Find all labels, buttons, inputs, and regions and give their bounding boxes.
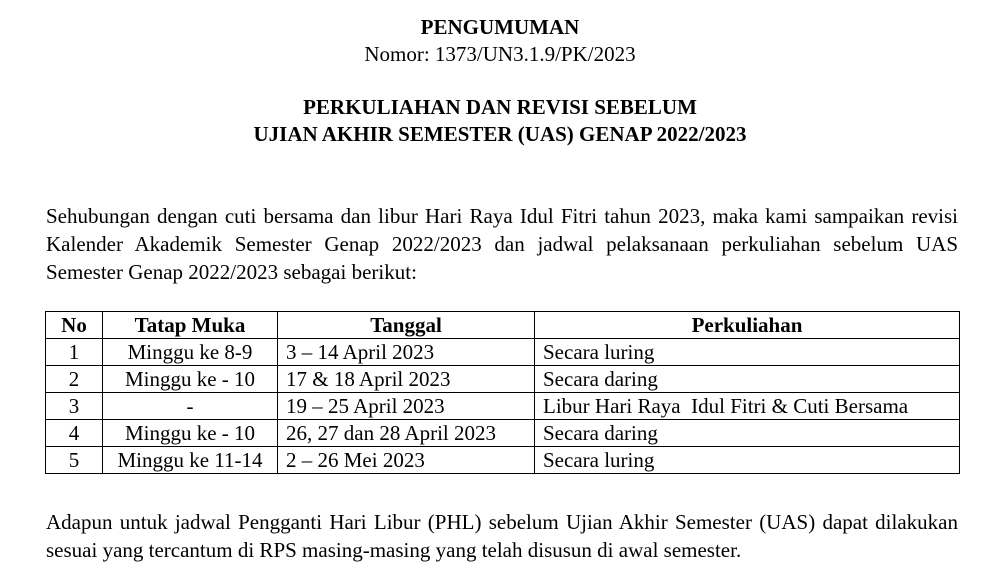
cell-no: 5: [46, 447, 103, 474]
cell-no: 4: [46, 420, 103, 447]
table-header-row: [46, 312, 960, 339]
cell-tanggal: 2 – 26 Mei 2023: [278, 447, 535, 474]
table-row: [46, 393, 960, 420]
cell-no: 1: [46, 339, 103, 366]
cell-tatap-muka: Minggu ke 11-14: [103, 447, 278, 474]
intro-paragraph: Sehubungan dengan cuti bersama dan libur Hari Raya Idul Fitri tahun 2023, maka kami sampaikan revisi Kalender Akademik Semester Genap 2022/2023 dan jadwal pelaksanaan perkuliahan sebelum UAS Semester Genap 2022/2023 sebagai berikut:: [46, 204, 958, 284]
header-perkuliahan: Perkuliahan: [535, 312, 960, 339]
table-row: [46, 339, 960, 366]
cell-no: 2: [46, 366, 103, 393]
subject-line-2: UJIAN AKHIR SEMESTER (UAS) GENAP 2022/2023: [253, 122, 747, 146]
schedule-table: [45, 311, 960, 474]
cell-perkuliahan: Secara daring: [535, 420, 960, 447]
header-tanggal: Tanggal: [278, 312, 535, 339]
table-row: [46, 447, 960, 474]
cell-tanggal: 19 – 25 April 2023: [278, 393, 535, 420]
cell-tanggal: 3 – 14 April 2023: [278, 339, 535, 366]
cell-tanggal: 17 & 18 April 2023: [278, 366, 535, 393]
cell-no: 3: [46, 393, 103, 420]
table-row: [46, 366, 960, 393]
header-no: No: [46, 312, 103, 339]
cell-tatap-muka: -: [103, 393, 278, 420]
cell-perkuliahan: Secara luring: [535, 339, 960, 366]
cell-tatap-muka: Minggu ke - 10: [103, 366, 278, 393]
cell-tatap-muka: Minggu ke - 10: [103, 420, 278, 447]
subject-line-1: PERKULIAHAN DAN REVISI SEBELUM: [303, 95, 697, 119]
cell-tatap-muka: Minggu ke 8-9: [103, 339, 278, 366]
document-subject: [0, 94, 1000, 148]
document-number: Nomor: 1373/UN3.1.9/PK/2023: [364, 42, 636, 66]
header-tatap-muka: Tatap Muka: [103, 312, 278, 339]
cell-tanggal: 26, 27 dan 28 April 2023: [278, 420, 535, 447]
outro-paragraph: Adapun untuk jadwal Pengganti Hari Libur (PHL) sebelum Ujian Akhir Semester (UAS) dapat dilakukan sesuai yang tercantum di RPS masing-masing yang telah disusun di awal semester.: [46, 510, 958, 562]
document-heading-title: PENGUMUMAN: [420, 15, 580, 39]
cell-perkuliahan: Secara daring: [535, 366, 960, 393]
cell-perkuliahan: Libur Hari Raya Idul Fitri & Cuti Bersama: [535, 393, 960, 420]
cell-perkuliahan: Secara luring: [535, 447, 960, 474]
table-row: [46, 420, 960, 447]
